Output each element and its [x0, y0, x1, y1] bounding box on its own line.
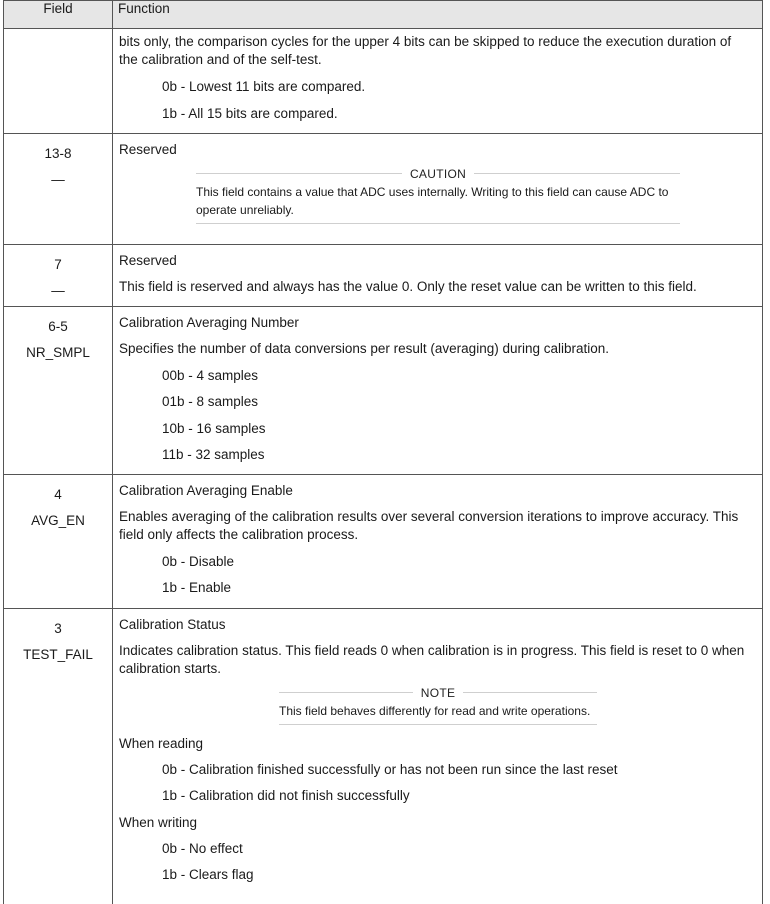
table-header-row — [4, 1, 763, 29]
field-cell — [4, 29, 113, 134]
description-line: the calibration and of the self-test. — [119, 52, 322, 67]
field-title: Calibration Averaging Enable — [119, 482, 293, 498]
field-name: — — [51, 282, 65, 298]
note-callout — [279, 686, 597, 725]
description-line: field only affects the calibration process. — [119, 526, 359, 542]
table-row-bits-13-8 — [4, 133, 763, 244]
reading-label: When reading — [119, 735, 204, 751]
field-cell — [4, 306, 113, 474]
field-name: NR_SMPL — [26, 344, 90, 360]
description-line: Enables averaging of the calibration results over several conversion iterations to improve accuracy. This — [119, 508, 739, 524]
header-field: Field — [4, 1, 113, 29]
divider — [474, 173, 680, 174]
caution-text-line: operate unreliably. — [196, 202, 294, 217]
field-bits: 3 — [54, 620, 62, 636]
function-cell — [113, 608, 763, 904]
table-row-bits-6-5 — [4, 306, 763, 474]
option-item: 0b - Lowest 11 bits are compared. — [162, 79, 366, 94]
divider — [196, 173, 402, 174]
field-cell — [4, 244, 113, 306]
function-cell — [113, 474, 763, 608]
field-title: Reserved — [119, 141, 177, 157]
divider — [463, 692, 597, 693]
field-name: AVG_EN — [31, 512, 85, 528]
function-cell — [113, 306, 763, 474]
description-line: bits only, the comparison cycles for the upper 4 bits can be skipped to reduce the execution duration of — [119, 34, 732, 49]
field-title: Calibration Status — [119, 616, 226, 632]
writing-label: When writing — [119, 814, 198, 830]
field-cell — [4, 133, 113, 244]
option-item: 1b - Calibration did not finish successfully — [162, 788, 410, 803]
field-name: TEST_FAIL — [23, 646, 93, 662]
table-row-bit-7 — [4, 244, 763, 306]
register-field-table — [3, 0, 763, 904]
table-row-bit-3 — [4, 608, 763, 904]
field-title: Reserved — [119, 252, 177, 268]
field-bits: 7 — [54, 256, 62, 272]
field-description: Specifies the number of data conversions per result (averaging) during calibration. — [119, 340, 610, 356]
field-bits: 13-8 — [44, 145, 72, 161]
function-cell — [113, 244, 763, 306]
option-item: 0b - Calibration finished successfully or has not been run since the last reset — [162, 761, 618, 777]
option-item: 1b - All 15 bits are compared. — [162, 105, 338, 121]
note-text: This field behaves differently for read and write operations. — [279, 700, 597, 725]
option-item: 01b - 8 samples — [162, 394, 259, 409]
table-row-bit-4 — [4, 474, 763, 608]
description-line: calibration starts. — [119, 660, 222, 676]
option-item: 0b - Disable — [162, 553, 235, 569]
option-item: 10b - 16 samples — [162, 420, 266, 436]
field-title: Calibration Averaging Number — [119, 314, 299, 330]
divider — [279, 692, 413, 693]
caution-text-line: This field contains a value that ADC uses internally. Writing to this field can cause ADC to — [196, 184, 669, 199]
option-item: 1b - Clears flag — [162, 867, 254, 882]
field-cell — [4, 608, 113, 904]
note-label: NOTE — [420, 685, 456, 700]
function-cell — [113, 133, 763, 244]
field-cell — [4, 474, 113, 608]
field-bits: 6-5 — [48, 318, 68, 334]
description-line: Indicates calibration status. This field reads 0 when calibration is in progress. This field is reset to 0 when — [119, 642, 745, 658]
field-name: — — [51, 171, 65, 187]
option-item: 1b - Enable — [162, 580, 232, 595]
table-row-continuation — [4, 29, 763, 134]
field-bits: 4 — [54, 486, 62, 502]
caution-callout — [196, 167, 680, 224]
header-function: Function — [113, 1, 763, 29]
option-item: 0b - No effect — [162, 840, 243, 856]
option-item: 11b - 32 samples — [162, 447, 265, 462]
field-description: This field is reserved and always has the value 0. Only the reset value can be written to this field. — [119, 278, 697, 294]
option-item: 00b - 4 samples — [162, 367, 259, 383]
function-cell — [113, 29, 763, 134]
caution-label: CAUTION — [409, 166, 467, 181]
